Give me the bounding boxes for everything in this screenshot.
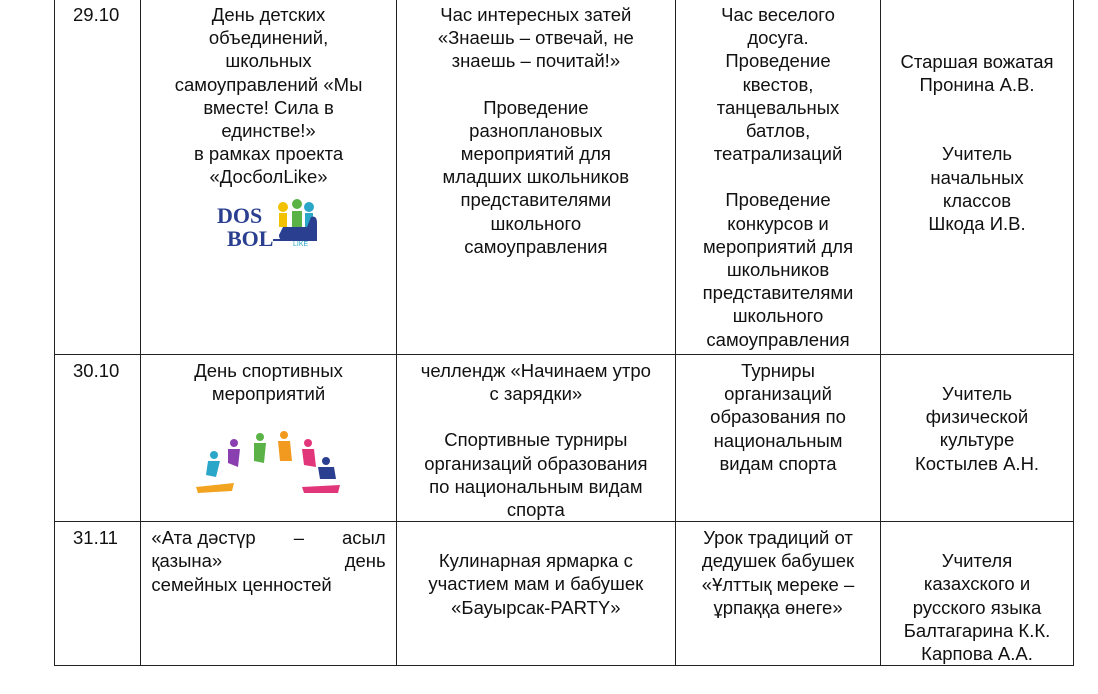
date-cell: 29.10 [55, 0, 141, 355]
sport-figures-icon [194, 421, 344, 501]
leisure-cell [676, 522, 881, 666]
activity-description: Проведение разноплановых мероприятий для младших школьников представителями школьного самоуправления [442, 96, 630, 257]
event-name-part: «Ата дәстүр [151, 527, 256, 549]
dosbol-logo [144, 197, 392, 255]
table-row [55, 355, 1074, 522]
activity-title: Кулинарная ярмарка с участием мам и бабушек «Бауырсак-PARTY» [428, 550, 644, 618]
responsible-1: Учитель физической культуре Костылев А.Н. [914, 383, 1040, 474]
logo-text-like: LIKE [292, 240, 308, 248]
leisure-description: Проведение конкурсов и мероприятий для школьников представителями школьного самоуправления [702, 189, 854, 350]
logo-text-bol: BOL [226, 225, 274, 251]
activity-description: Спортивные турниры организаций образования по национальным видам спорта [424, 429, 648, 521]
activity-cell [396, 355, 675, 522]
leisure-cell [676, 355, 881, 522]
activity-cell [396, 522, 675, 666]
leisure-title: Турниры организаций образования по национальным видам спорта [710, 360, 846, 474]
table-row [55, 522, 1074, 666]
activity-title: Час интересных затей «Знаешь – отвечай, не знаешь – почитай!» [437, 4, 634, 72]
event-name-part: – [293, 527, 304, 549]
event-name-part: день [344, 550, 386, 572]
event-name-cell [141, 0, 396, 355]
date-cell: 30.10 [55, 355, 141, 522]
event-name-cell [141, 355, 396, 522]
leisure-cell [676, 0, 881, 355]
activity-cell [396, 0, 675, 355]
event-name-part: семейных ценностей [151, 573, 332, 595]
sport-figures-image [144, 421, 392, 501]
events-table [54, 0, 1074, 666]
event-name: День спортивных мероприятий [194, 360, 343, 405]
date-cell: 31.11 [55, 522, 141, 666]
leisure-title: Урок традиций от дедушек бабушек «Ұлттық мереке – ұрпаққа өнеге» [701, 527, 855, 618]
responsible-cell [881, 355, 1074, 522]
event-name-part: асыл [342, 527, 386, 549]
event-name-part: қазына» [151, 550, 223, 572]
event-name [151, 526, 385, 596]
responsible-cell [881, 0, 1074, 355]
event-name: День детских объединений, школьных самоуправлений «Мы вместе! Сила в единстве!» в рамках проекта «ДосболLike» [174, 4, 363, 188]
responsible-cell [881, 522, 1074, 666]
leisure-title: Час веселого досуга. Проведение квестов, танцевальных батлов, театрализаций [713, 4, 843, 165]
event-name-cell [141, 522, 396, 666]
logo-text-dos: DOS [216, 202, 262, 228]
responsible-1: Учителя казахского и русского языка Балтагарина К.К. Карпова А.А. [903, 550, 1051, 665]
dosbol-like-logo-icon [213, 197, 325, 255]
table-row [55, 0, 1074, 355]
responsible-1: Старшая вожатая Пронина А.В. [900, 51, 1054, 96]
responsible-2: Учитель начальных классов Шкода И.В. [928, 143, 1026, 235]
activity-title: челлендж «Начинаем утро с зарядки» [420, 360, 651, 405]
